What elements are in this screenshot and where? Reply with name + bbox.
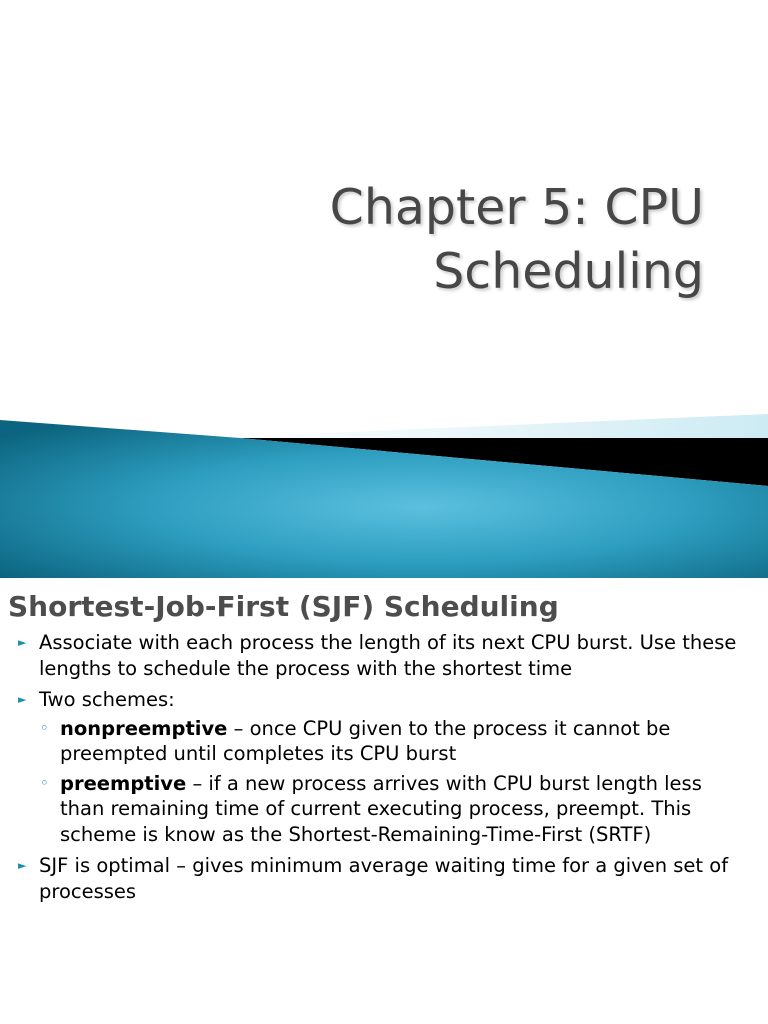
sub-bullet-item [0,716,740,767]
scheme-term: nonpreemptive [60,716,228,740]
bullet-text: Two schemes: [39,688,175,711]
triangle-bullet-icon: ► [18,693,27,706]
circle-bullet-icon: ◦ [40,718,49,737]
triangle-bullet-icon: ► [18,636,27,649]
bullet-item [0,630,740,681]
bullet-list [0,630,740,910]
scheme-term: preemptive [60,771,187,795]
scheme-description: – once CPU given to the process it cannot be preempted until completes its CPU burst [60,716,671,765]
sub-bullet-item [0,771,740,848]
sjf-slide [0,578,768,1024]
bullet-item [0,687,740,847]
bullet-item [0,853,740,904]
triangle-bullet-icon: ► [18,859,27,872]
scheme-description: – if a new process arrives with CPU burst length less than remaining time of current executing process, preempt. This scheme is know as the Shortest-Remaining-Time-First (SRTF) [60,771,702,846]
pale-band-shape [230,414,768,440]
sub-bullet-list [39,716,740,848]
bullet-text: SJF is optimal – gives minimum average waiting time for a given set of processes [39,854,729,903]
slide-title-line-2: Scheduling [433,243,704,300]
sjf-heading: Shortest-Job-First (SJF) Scheduling [8,590,559,623]
circle-bullet-icon: ◦ [40,773,49,792]
bullet-text: Associate with each process the length of its next CPU burst. Use these lengths to schedule the process with the shortest time [39,631,737,680]
slide-title-line-1: Chapter 5: CPU [329,179,704,236]
